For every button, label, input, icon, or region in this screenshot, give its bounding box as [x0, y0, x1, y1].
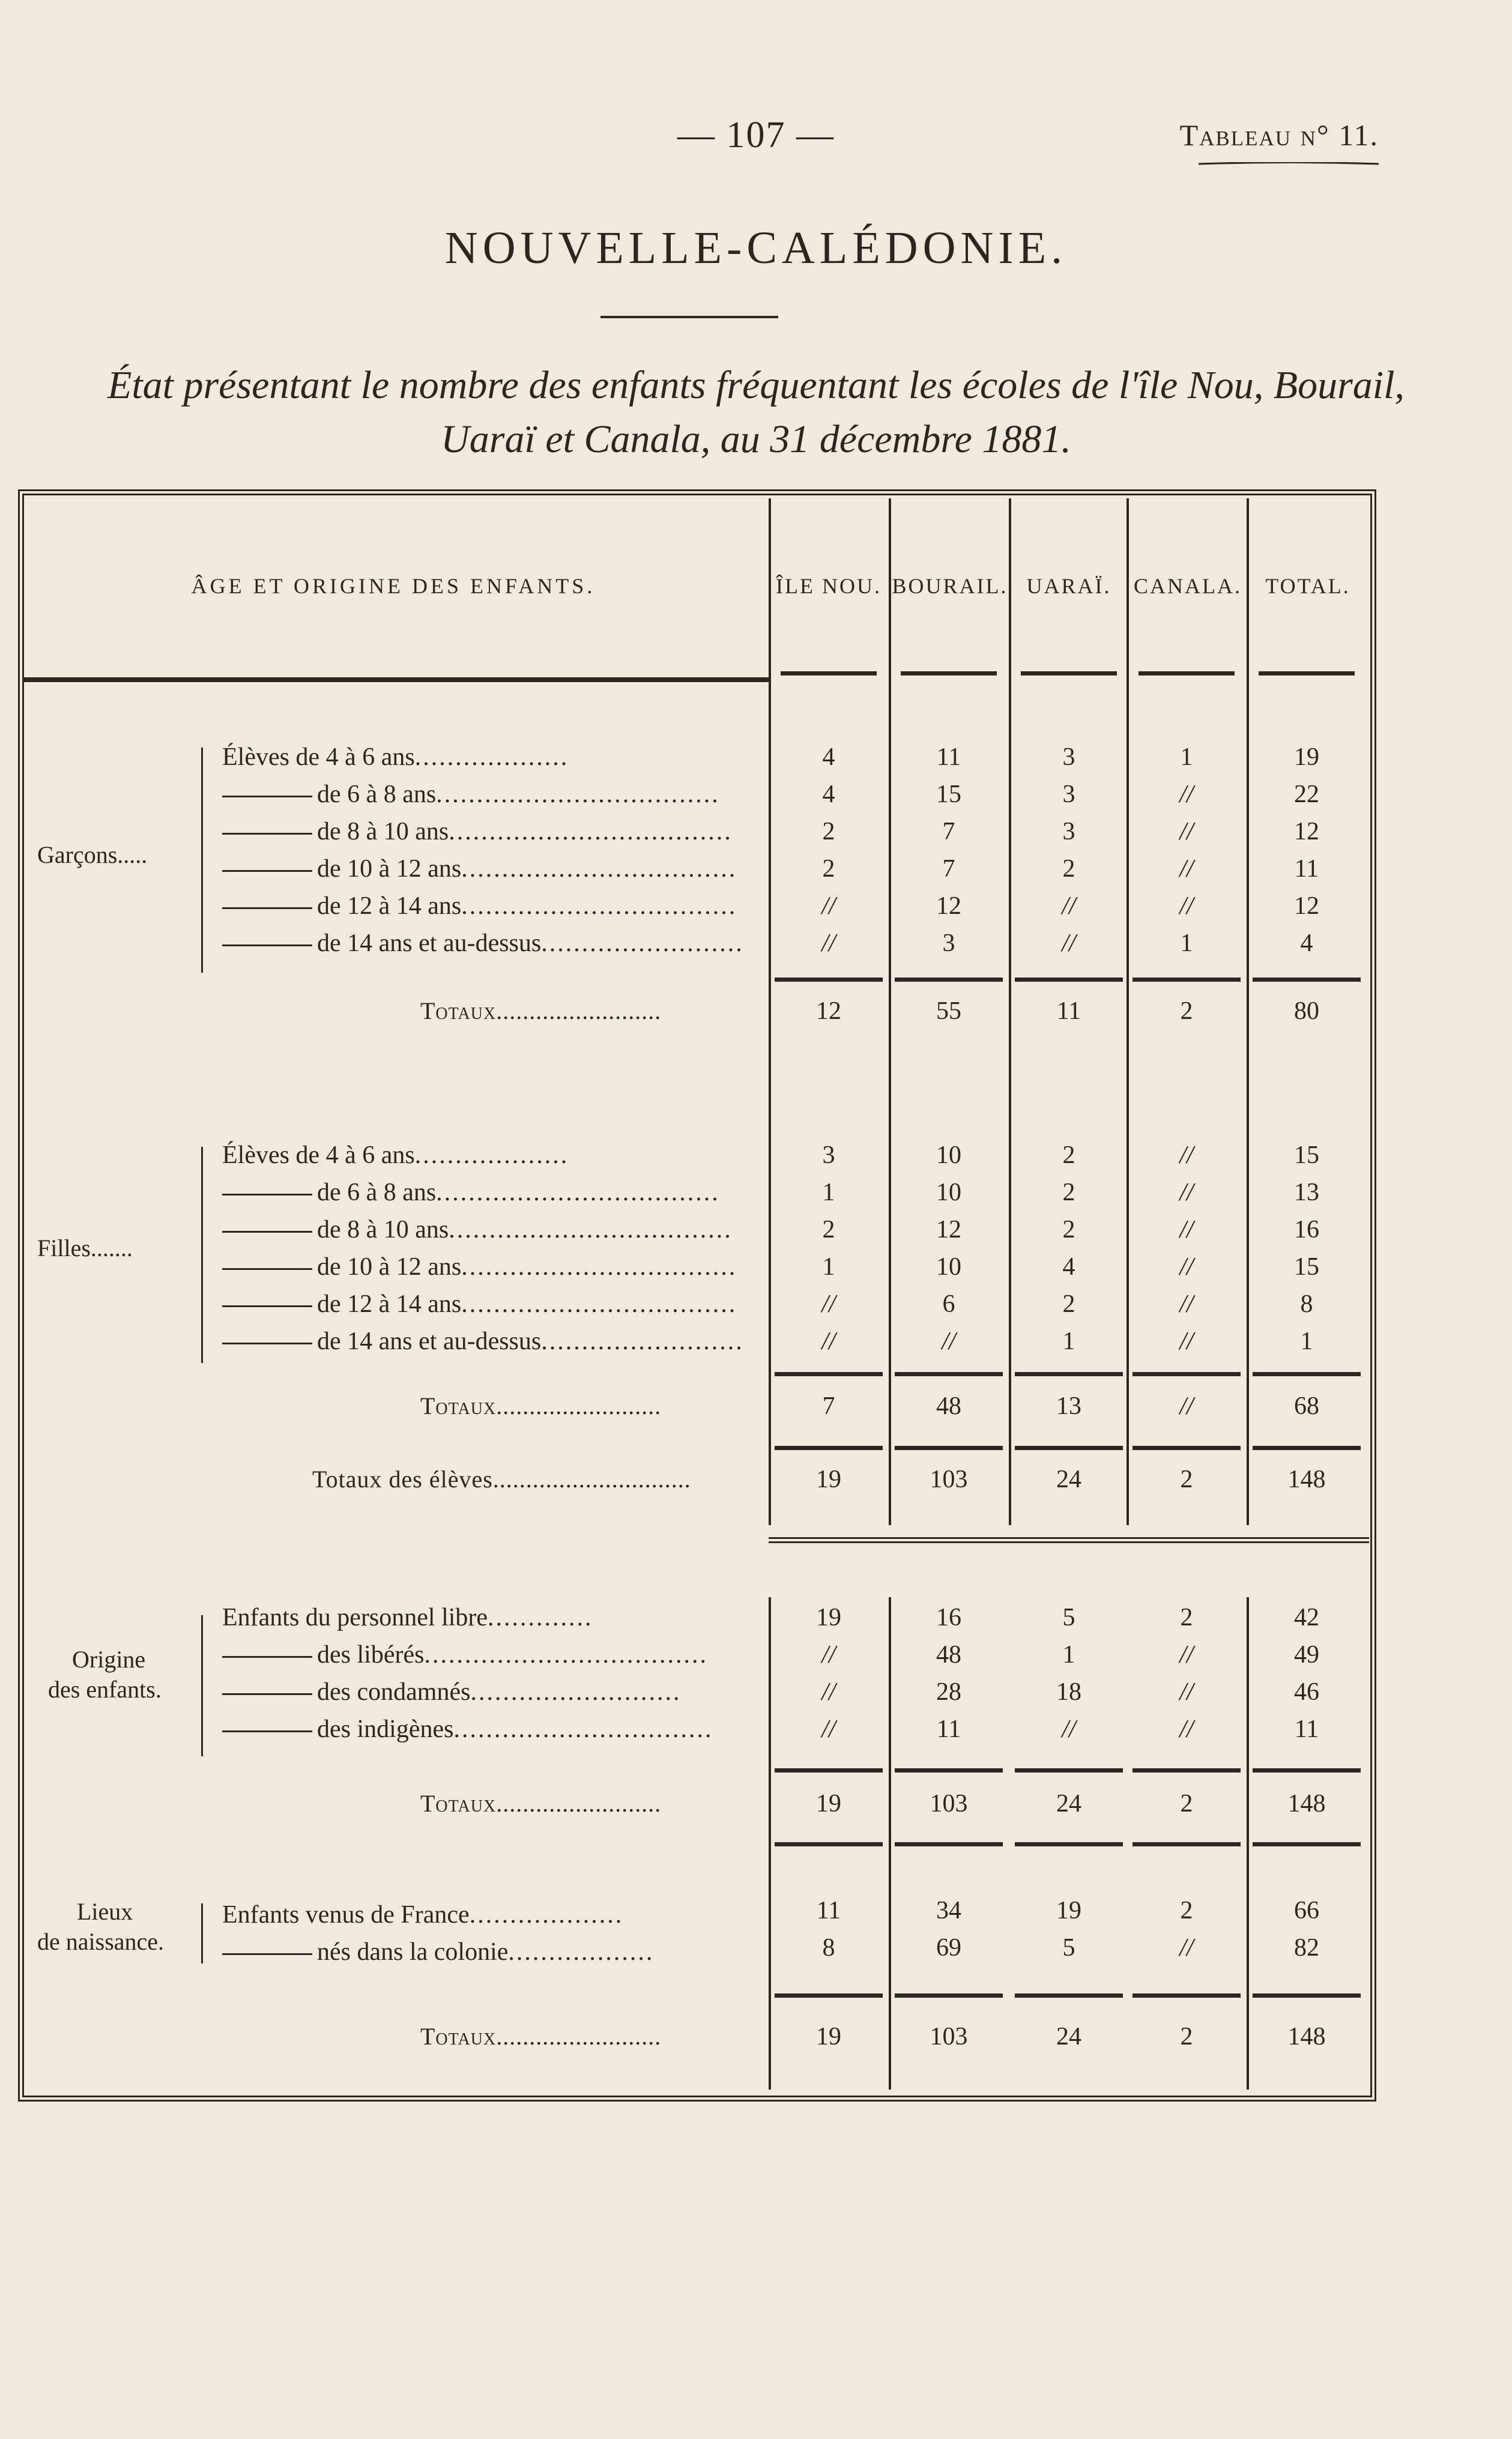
total-canala: 2: [1180, 2023, 1193, 2051]
cell-canala: 2: [1180, 1897, 1193, 1924]
cell-ile-nou: //: [821, 1641, 836, 1669]
cell-ile-nou: 2: [822, 1216, 835, 1244]
row-label: de 6 à 8 ans...................................: [222, 1178, 757, 1207]
row-label: Élèves de 4 à 6 ans...................: [222, 1141, 569, 1169]
total-ile-nou: 7: [822, 1392, 835, 1420]
totals-rule: [1132, 1372, 1241, 1376]
totals-label: Totaux.........................: [420, 1392, 662, 1419]
cell-total: 15: [1294, 1253, 1319, 1281]
cell-bourail: 12: [936, 1216, 961, 1244]
cell-canala: //: [1179, 1290, 1194, 1318]
cell-canala: //: [1179, 1141, 1194, 1169]
cell-uarai: 3: [1062, 781, 1075, 808]
cell-ile-nou: 19: [816, 1604, 841, 1631]
row-label: Enfants venus de France...................: [222, 1901, 624, 1929]
totals-rule: [1253, 1446, 1361, 1450]
header-rule: [1259, 671, 1355, 675]
totals-rule: [1015, 1446, 1123, 1450]
cell-total: 42: [1294, 1604, 1319, 1631]
column-header-total: TOTAL.: [1265, 574, 1350, 598]
total-ile-nou: 19: [816, 1466, 841, 1493]
totals-rule: [895, 1768, 1003, 1773]
totals-rule: [895, 1372, 1003, 1376]
cell-uarai: 1: [1062, 1641, 1075, 1669]
cell-total: 13: [1294, 1179, 1319, 1206]
cell-total: 4: [1300, 929, 1313, 957]
total-total: 148: [1287, 1466, 1326, 1493]
totals-rule: [1253, 978, 1361, 982]
row-label: de 14 ans et au-dessus.........................: [222, 1327, 757, 1356]
totals-rule: [895, 978, 1003, 982]
cell-uarai: 2: [1062, 1216, 1075, 1244]
header-rule: [901, 671, 997, 675]
cell-bourail: 11: [936, 1715, 961, 1743]
cell-ile-nou: 1: [822, 1179, 835, 1206]
page-number: — 107 —: [677, 115, 835, 156]
header-rule: [24, 677, 769, 682]
total-bourail: 48: [936, 1392, 961, 1420]
totals-rule: [1015, 1993, 1123, 1998]
group-label-lieux-2: de naissance.: [37, 1928, 165, 1955]
cell-canala: //: [1179, 1328, 1194, 1355]
total-ile-nou: 19: [816, 2023, 841, 2051]
cell-uarai: 19: [1056, 1897, 1081, 1924]
totals-rule: [775, 1993, 883, 1998]
cell-canala: //: [1179, 1934, 1194, 1962]
cell-uarai: 2: [1062, 1141, 1075, 1169]
header-rule: [1139, 671, 1235, 675]
cell-ile-nou: 11: [816, 1897, 841, 1924]
column-header-uarai: UARAÏ.: [1026, 574, 1111, 598]
cell-total: 16: [1294, 1216, 1319, 1244]
cell-ile-nou: 4: [822, 743, 835, 771]
totals-rule: [775, 1446, 883, 1450]
cell-bourail: 16: [936, 1604, 961, 1631]
total-canala: 2: [1180, 1790, 1193, 1818]
header-rule: [1021, 671, 1117, 675]
totals-label: Totaux.........................: [420, 2023, 662, 2050]
row-label: de 12 à 14 ans..................................: [222, 892, 757, 920]
total-uarai: 24: [1056, 2023, 1081, 2051]
cell-ile-nou: //: [821, 1328, 836, 1355]
cell-ile-nou: //: [821, 1678, 836, 1706]
total-bourail: 55: [936, 997, 961, 1025]
row-label: de 6 à 8 ans...................................: [222, 780, 757, 809]
cell-bourail: //: [942, 1328, 956, 1355]
cell-bourail: 10: [936, 1179, 961, 1206]
ornament-rule: [1199, 162, 1379, 166]
cell-ile-nou: 2: [822, 855, 835, 883]
row-label: de 8 à 10 ans...................................: [222, 817, 757, 846]
cell-uarai: 3: [1062, 743, 1075, 771]
group-label-garcons: Garçons.....: [37, 841, 148, 868]
cell-ile-nou: 4: [822, 781, 835, 808]
cell-total: 8: [1300, 1290, 1313, 1318]
row-label: de 12 à 14 ans..................................: [222, 1290, 757, 1319]
totals-rule: [1015, 1768, 1123, 1773]
cell-canala: 1: [1180, 929, 1193, 957]
cell-total: 49: [1294, 1641, 1319, 1669]
cell-uarai: 4: [1062, 1253, 1075, 1281]
row-label: nés dans la colonie..................: [222, 1938, 757, 1966]
cell-canala: //: [1179, 1678, 1194, 1706]
column-header-canala: CANALA.: [1134, 574, 1242, 598]
column-header-ile-nou: ÎLE NOU.: [776, 574, 881, 598]
group-label-origine: Origine: [72, 1646, 146, 1673]
cell-total: 12: [1294, 818, 1319, 845]
total-uarai: 13: [1056, 1392, 1081, 1420]
cell-total: 46: [1294, 1678, 1319, 1706]
total-canala: //: [1179, 1392, 1194, 1420]
subtitle-line-2: Uaraï et Canala, au 31 décembre 1881.: [441, 417, 1071, 461]
total-canala: 2: [1180, 997, 1193, 1025]
cell-ile-nou: //: [821, 929, 836, 957]
totals-rule: [1253, 1993, 1361, 1998]
cell-total: 66: [1294, 1897, 1319, 1924]
cell-bourail: 11: [936, 743, 961, 771]
cell-ile-nou: 3: [822, 1141, 835, 1169]
group-label-lieux: Lieux: [77, 1898, 133, 1925]
cell-canala: //: [1179, 781, 1194, 808]
totals-rule: [895, 1446, 1003, 1450]
column-header-bourail: BOURAIL.: [892, 574, 1008, 598]
cell-total: 15: [1294, 1141, 1319, 1169]
brace: [201, 1615, 214, 1756]
cell-bourail: 6: [942, 1290, 955, 1318]
section-rule: [769, 1537, 1369, 1543]
cell-canala: //: [1179, 892, 1194, 920]
cell-uarai: 3: [1062, 818, 1075, 845]
cell-bourail: 34: [936, 1897, 961, 1924]
title-rule: [600, 316, 778, 318]
totals-rule: [1132, 1842, 1241, 1846]
cell-canala: //: [1179, 818, 1194, 845]
cell-ile-nou: 8: [822, 1934, 835, 1962]
cell-canala: //: [1179, 855, 1194, 883]
cell-bourail: 48: [936, 1641, 961, 1669]
cell-bourail: 10: [936, 1141, 961, 1169]
totals-rule: [1253, 1372, 1361, 1376]
total-bourail: 103: [930, 2023, 968, 2051]
totals-rule: [1132, 1446, 1241, 1450]
cell-bourail: 10: [936, 1253, 961, 1281]
cell-uarai: 2: [1062, 855, 1075, 883]
brace: [201, 1147, 214, 1363]
cell-uarai: 2: [1062, 1290, 1075, 1318]
row-label: Élèves de 4 à 6 ans...................: [222, 743, 569, 771]
total-ile-nou: 19: [816, 1790, 841, 1818]
row-label: de 10 à 12 ans..................................: [222, 1253, 757, 1281]
cell-ile-nou: //: [821, 892, 836, 920]
cell-uarai: 18: [1056, 1678, 1081, 1706]
total-bourail: 103: [930, 1790, 968, 1818]
cell-ile-nou: //: [821, 1290, 836, 1318]
cell-bourail: 69: [936, 1934, 961, 1962]
header-rule: [781, 671, 877, 675]
group-label-filles: Filles.......: [37, 1235, 133, 1262]
cell-bourail: 7: [942, 818, 955, 845]
brace: [201, 748, 214, 973]
totals-rule: [895, 1842, 1003, 1846]
totals-label: Totaux.........................: [420, 997, 662, 1024]
cell-ile-nou: 1: [822, 1253, 835, 1281]
row-label: des condamnés..........................: [222, 1678, 757, 1706]
totals-rule: [1015, 1372, 1123, 1376]
cell-uarai: //: [1062, 892, 1076, 920]
total-total: 80: [1294, 997, 1319, 1025]
total-ile-nou: 12: [816, 997, 841, 1025]
cell-bourail: 3: [942, 929, 955, 957]
totals-rule: [1015, 978, 1123, 982]
column-header-age: ÂGE ET ORIGINE DES ENFANTS.: [191, 574, 596, 598]
page-title: NOUVELLE-CALÉDONIE.: [444, 223, 1068, 273]
row-label: des indigènes................................: [222, 1715, 757, 1744]
total-uarai: 24: [1056, 1790, 1081, 1818]
col-divider: [1247, 1597, 1249, 2090]
row-label: de 8 à 10 ans...................................: [222, 1215, 757, 1244]
row-label: de 10 à 12 ans..................................: [222, 854, 757, 883]
cell-uarai: 1: [1062, 1328, 1075, 1355]
cell-bourail: 12: [936, 892, 961, 920]
totals-rule: [1253, 1842, 1361, 1846]
cell-uarai: //: [1062, 1715, 1076, 1743]
cell-total: 82: [1294, 1934, 1319, 1962]
cell-canala: //: [1179, 1179, 1194, 1206]
cell-total: 22: [1294, 781, 1319, 808]
row-label: Enfants du personnel libre.............: [222, 1604, 593, 1631]
cell-uarai: //: [1062, 929, 1076, 957]
totals-label: Totaux.........................: [420, 1790, 662, 1817]
total-bourail: 103: [930, 1466, 968, 1493]
col-divider: [769, 1597, 771, 2090]
grand-totals-label: Totaux des élèves..............................: [312, 1466, 691, 1493]
cell-bourail: 7: [942, 855, 955, 883]
cell-canala: //: [1179, 1253, 1194, 1281]
cell-total: 19: [1294, 743, 1319, 771]
totals-rule: [775, 978, 883, 982]
cell-canala: 2: [1180, 1604, 1193, 1631]
col-divider: [889, 1597, 891, 2090]
cell-uarai: 5: [1062, 1604, 1075, 1631]
total-uarai: 24: [1056, 1466, 1081, 1493]
totals-rule: [1132, 1993, 1241, 1998]
tableau-number: Tableau n° 11.: [1179, 118, 1379, 152]
total-total: 148: [1287, 2023, 1326, 2051]
total-total: 148: [1287, 1790, 1326, 1818]
total-canala: 2: [1180, 1466, 1193, 1493]
totals-rule: [1253, 1768, 1361, 1773]
cell-canala: //: [1179, 1641, 1194, 1669]
cell-ile-nou: 2: [822, 818, 835, 845]
cell-total: 12: [1294, 892, 1319, 920]
row-label: des libérés...................................: [222, 1640, 757, 1669]
totals-rule: [895, 1993, 1003, 1998]
totals-rule: [775, 1768, 883, 1773]
total-total: 68: [1294, 1392, 1319, 1420]
cell-total: 1: [1300, 1328, 1313, 1355]
subtitle-line-1: État présentant le nombre des enfants fréquentant les écoles de l'île Nou, Bourail,: [107, 363, 1405, 407]
cell-canala: //: [1179, 1216, 1194, 1244]
cell-total: 11: [1294, 1715, 1319, 1743]
cell-total: 11: [1294, 855, 1319, 883]
cell-ile-nou: //: [821, 1715, 836, 1743]
cell-canala: 1: [1180, 743, 1193, 771]
cell-bourail: 15: [936, 781, 961, 808]
group-label-origine-2: des enfants.: [48, 1676, 162, 1703]
totals-rule: [1132, 1768, 1241, 1773]
totals-rule: [1132, 978, 1241, 982]
totals-rule: [775, 1372, 883, 1376]
totals-rule: [1015, 1842, 1123, 1846]
totals-rule: [775, 1842, 883, 1846]
total-uarai: 11: [1056, 997, 1081, 1025]
row-label: de 14 ans et au-dessus.........................: [222, 929, 757, 958]
brace: [201, 1903, 214, 1963]
cell-uarai: 5: [1062, 1934, 1075, 1962]
cell-bourail: 28: [936, 1678, 961, 1706]
cell-canala: //: [1179, 1715, 1194, 1743]
cell-uarai: 2: [1062, 1179, 1075, 1206]
